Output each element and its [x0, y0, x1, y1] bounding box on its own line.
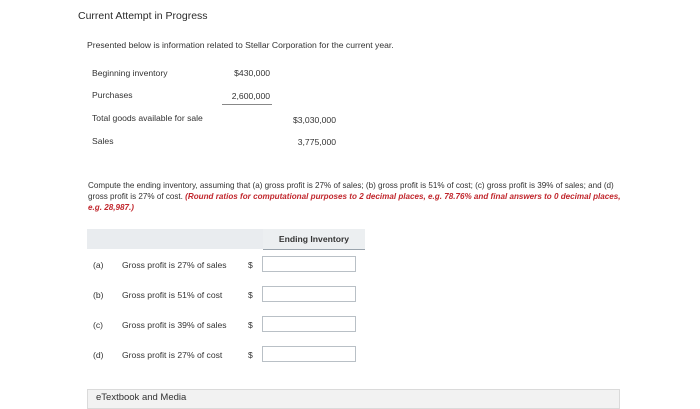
problem-intro: Presented below is information related to Stellar Corporation for the current year. [87, 40, 394, 50]
purchases-value: 2,600,000 [231, 91, 270, 101]
beginning-inventory-value: $430,000 [234, 68, 270, 78]
row-d-label: Gross profit is 27% of cost [122, 350, 223, 360]
answer-table-header-band [87, 229, 263, 249]
sales-label: Sales [92, 136, 114, 146]
purchases-label: Purchases [92, 90, 133, 100]
row-c-letter: (c) [93, 320, 104, 330]
ending-inventory-header: Ending Inventory [263, 229, 365, 250]
row-b-ending-inventory-input[interactable] [262, 286, 356, 302]
row-c-label: Gross profit is 39% of sales [122, 320, 227, 330]
row-a-ending-inventory-input[interactable] [262, 256, 356, 272]
row-a-letter: (a) [93, 260, 104, 270]
etextbook-and-media-label[interactable]: eTextbook and Media [96, 392, 187, 403]
row-d-ending-inventory-input[interactable] [262, 346, 356, 362]
page-title: Current Attempt in Progress [78, 10, 208, 22]
row-d-dollar: $ [248, 350, 253, 360]
row-b-dollar: $ [248, 290, 253, 300]
row-b-label: Gross profit is 51% of cost [122, 290, 223, 300]
instructions-rounding-note: (Round ratios for computational purposes to 2 decimal places, e.g. 78.76% and final answers to 0 decimal places, e.g. 28,987.) [88, 192, 621, 212]
row-c-ending-inventory-input[interactable] [262, 316, 356, 332]
sales-value: 3,775,000 [297, 137, 336, 147]
row-d-letter: (d) [93, 350, 104, 360]
row-a-label: Gross profit is 27% of sales [122, 260, 227, 270]
row-a-dollar: $ [248, 260, 253, 270]
total-goods-label: Total goods available for sale [92, 113, 203, 123]
beginning-inventory-label: Beginning inventory [92, 68, 168, 78]
row-c-dollar: $ [248, 320, 253, 330]
row-b-letter: (b) [93, 290, 104, 300]
instructions [88, 180, 623, 213]
purchases-underline [222, 104, 272, 105]
instructions-text: Compute the ending inventory, assuming that (a) gross profit is 27% of sales; (b) gross profit is 51% of cost; (c) gross profit is 39% of sales; and (d) gross profit is 27% of cost. [88, 181, 614, 201]
total-goods-value: $3,030,000 [292, 115, 336, 125]
